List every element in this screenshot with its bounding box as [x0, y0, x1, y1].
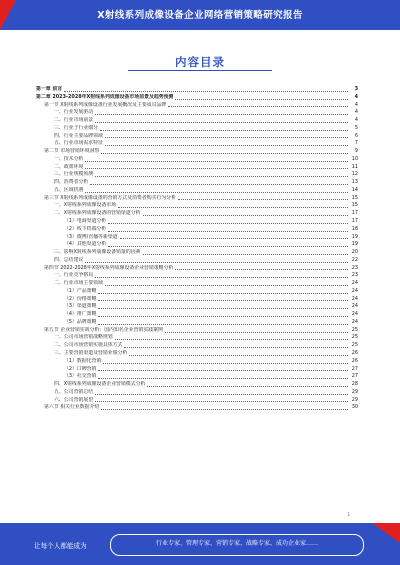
- toc-dot-leader: [103, 363, 348, 364]
- toc-entry[interactable]: [36, 234, 358, 242]
- toc-entry-label: 一、行业竞争格局: [54, 272, 94, 279]
- toc-dot-leader: [85, 262, 348, 263]
- toc-entry[interactable]: [36, 241, 358, 249]
- toc-entry-page: 17: [351, 218, 358, 224]
- toc-entry[interactable]: [36, 187, 358, 195]
- toc-dot-leader: [101, 409, 348, 410]
- toc-heading: 内容目录: [175, 55, 225, 69]
- toc-entry[interactable]: [36, 296, 358, 304]
- toc-entry[interactable]: [36, 86, 358, 94]
- toc-entry-label: 五、行业市场需求特征: [54, 140, 103, 147]
- toc-entry-page: 17: [351, 210, 358, 217]
- toc-dot-leader: [108, 223, 348, 224]
- toc-dot-leader: [147, 386, 348, 387]
- toc-entry[interactable]: [36, 249, 358, 257]
- toc-entry-label: 一、X射线系列成像设备市场: [54, 202, 117, 209]
- toc-dot-leader: [178, 199, 348, 200]
- toc-dot-leader: [105, 285, 348, 286]
- toc-entry[interactable]: [36, 335, 358, 343]
- toc-dot-leader: [115, 339, 348, 340]
- toc-entry-label: 第一节 X射线系列成像设备行业发展概况及主要成员品牌: [44, 101, 167, 108]
- toc-entry-page: 19: [351, 233, 358, 240]
- toc-entry[interactable]: [36, 311, 358, 319]
- toc-dot-leader: [95, 176, 348, 177]
- toc-entry[interactable]: [36, 102, 358, 110]
- toc-entry-label: 五、区域机遇: [54, 186, 84, 193]
- toc-entry[interactable]: [36, 148, 358, 156]
- toc-entry-label: 三、行业子行业细分: [54, 124, 99, 131]
- toc-entry-label: 三、影响X射线系列成像设备销量的因素: [54, 249, 141, 256]
- toc-entry-page: 11: [351, 163, 358, 170]
- toc-entry[interactable]: [36, 389, 358, 397]
- toc-entry[interactable]: [36, 140, 358, 148]
- toc-entry[interactable]: [36, 373, 358, 381]
- toc-entry-page: 10: [351, 155, 358, 162]
- toc-entry[interactable]: [36, 397, 358, 405]
- toc-dot-leader: [105, 137, 348, 138]
- toc-entry-label: 六、公司营销展望: [54, 396, 94, 403]
- toc-dot-leader: [143, 254, 349, 255]
- toc-entry-page: 4: [354, 93, 358, 100]
- toc-entry-page: 3: [354, 85, 358, 92]
- toc-entry[interactable]: [36, 303, 358, 311]
- toc-entry[interactable]: [36, 257, 358, 265]
- toc-entry-page: 12: [351, 171, 358, 178]
- toc-dot-leader: [105, 145, 348, 146]
- toc-entry-page: 4: [354, 117, 358, 124]
- toc-entry-page: 27: [351, 365, 358, 372]
- toc-entry-page: 25: [351, 334, 358, 341]
- toc-dot-leader: [124, 347, 348, 348]
- toc-dot-leader: [101, 153, 348, 154]
- toc-entry-page: 27: [351, 373, 358, 380]
- toc-entry-label: 四、行业主要品牌领域: [54, 132, 103, 139]
- toc-entry-label: （2）线下终端分析: [64, 225, 107, 232]
- toc-entry-label: （2）价格策略: [64, 295, 97, 302]
- toc-dot-leader: [108, 231, 348, 232]
- toc-dot-leader: [98, 300, 348, 301]
- toc-entry[interactable]: [36, 226, 358, 234]
- toc-entry[interactable]: [36, 342, 358, 350]
- toc-entry-page: 28: [351, 381, 358, 388]
- toc-entry-label: 一、公司市场营销战略规划: [54, 334, 113, 341]
- toc-dot-leader: [95, 401, 348, 402]
- toc-entry-label: （3）渠道策略: [64, 303, 97, 310]
- toc-entry-label: 二、X射线系列成像设备的营销渠道分析: [54, 210, 141, 217]
- toc-entry[interactable]: [36, 218, 358, 226]
- toc-entry-page: 24: [351, 303, 358, 310]
- toc-dot-leader: [95, 114, 348, 115]
- toc-entry-label: 第三节 X射线系列成像设备的营销方式及消费者购买行为分析: [44, 194, 177, 201]
- toc-entry-page: 4: [354, 109, 358, 116]
- footer-roles-pill: 行业专家、管理专家、营销专家、战略专家、成功企业家……: [110, 534, 364, 556]
- toc-entry-label: （3）微博/直播等新渠道: [64, 233, 118, 240]
- toc-entry-label: 第二章 2023-2028年X射线系列成像设备市场前景及趋势预测: [36, 93, 174, 100]
- toc-dot-leader: [129, 355, 348, 356]
- toc-entry[interactable]: [36, 327, 358, 335]
- toc-entry[interactable]: [36, 210, 358, 218]
- toc-entry[interactable]: [36, 179, 358, 187]
- toc-entry-label: （2）口碑营销: [64, 365, 97, 372]
- toc-entry-label: （1）产品策略: [64, 287, 97, 294]
- toc-entry-page: 26: [351, 350, 358, 357]
- toc-entry[interactable]: [36, 195, 358, 203]
- toc-dot-leader: [100, 130, 348, 131]
- toc-entry-label: 第五节 企业营销实战分析：国内知名企业营销实践案例: [44, 326, 163, 333]
- toc-entry-label: （4）其他渠道分析: [64, 241, 107, 248]
- toc-dot-leader: [175, 99, 348, 100]
- toc-dot-leader: [98, 370, 348, 371]
- toc-entry-label: （5）品牌策略: [64, 318, 97, 325]
- toc-dot-leader: [98, 378, 348, 379]
- toc-dot-leader: [168, 106, 348, 107]
- toc-entry[interactable]: [36, 133, 358, 141]
- toc-entry-page: 29: [351, 388, 358, 395]
- toc-entry[interactable]: [36, 272, 358, 280]
- toc-entry-page: 30: [351, 404, 358, 411]
- toc-entry-label: 五、公司营销总结: [54, 388, 94, 395]
- toc-dot-leader: [143, 215, 349, 216]
- toc-entry-label: 第六节 相关行业数据介绍: [44, 404, 100, 411]
- toc-dot-leader: [85, 161, 348, 162]
- toc-entry-label: 三、主要营销渠道及营销业绩分析: [54, 350, 128, 357]
- toc-entry-label: （4）推广策略: [64, 311, 97, 318]
- toc-entry[interactable]: [36, 381, 358, 389]
- toc-entry-page: 13: [351, 179, 358, 186]
- toc-dot-leader: [85, 168, 348, 169]
- toc-dot-leader: [98, 316, 348, 317]
- toc-dot-leader: [64, 91, 348, 92]
- toc-dot-leader: [118, 207, 348, 208]
- toc-entry-page: 15: [351, 194, 358, 201]
- footer-red-accent: [372, 523, 400, 543]
- report-title: X射线系列成像设备企业网络营销策略研究报告: [97, 10, 303, 21]
- toc-dot-leader: [98, 308, 348, 309]
- toc-entry-label: 四、X射线系列成像设备企业营销模式分析: [54, 381, 146, 388]
- toc-entry-page: 25: [351, 326, 358, 333]
- toc-dot-leader: [120, 238, 348, 239]
- toc-dot-leader: [98, 324, 348, 325]
- footer-slogan: 让每个人都能成为: [34, 542, 87, 550]
- footer-banner: [0, 523, 400, 565]
- toc-entry[interactable]: [36, 117, 358, 125]
- toc-dot-leader: [108, 246, 348, 247]
- toc-entry-page: 14: [351, 186, 358, 193]
- toc-entry-label: 四、消费者分析: [54, 179, 89, 186]
- toc-dot-leader: [95, 122, 348, 123]
- toc-entry-label: 第四节 2022-2028年X射线系列成像设备企业营销策略分析: [44, 264, 174, 271]
- toc-entry-label: 三、行业规模预测: [54, 171, 94, 178]
- toc-entry-page: 24: [351, 311, 358, 318]
- toc-dot-leader: [98, 293, 348, 294]
- toc-entry-label: （1）电商渠道分析: [64, 218, 107, 224]
- page-number: 1: [347, 512, 350, 517]
- toc-entry[interactable]: [36, 156, 358, 164]
- table-of-contents: [36, 86, 358, 412]
- toc-entry-page: 29: [351, 396, 358, 403]
- toc-dot-leader: [85, 192, 348, 193]
- toc-entry-page: 24: [351, 287, 358, 294]
- toc-dot-leader: [165, 332, 348, 333]
- toc-entry[interactable]: [36, 366, 358, 374]
- toc-entry-page: 5: [354, 124, 358, 131]
- toc-entry-page: 18: [351, 225, 358, 232]
- toc-entry[interactable]: [36, 125, 358, 133]
- toc-dot-leader: [175, 269, 348, 270]
- toc-entry-label: 一、行业发展驱动: [54, 109, 94, 116]
- toc-entry[interactable]: [36, 94, 358, 102]
- toc-entry-page: 22: [351, 256, 358, 263]
- toc-entry[interactable]: [36, 265, 358, 273]
- toc-entry[interactable]: [36, 350, 358, 358]
- toc-entry-label: 二、公司市场营销实施具体方式: [54, 342, 123, 349]
- toc-entry[interactable]: [36, 319, 358, 327]
- toc-entry-page: 19: [351, 241, 358, 248]
- toc-entry[interactable]: [36, 358, 358, 366]
- toc-entry-label: 第二节 市场营销环境洞察: [44, 148, 100, 155]
- toc-entry[interactable]: [36, 404, 358, 412]
- toc-entry-page: 15: [351, 202, 358, 209]
- toc-entry-page: 25: [351, 342, 358, 349]
- toc-entry-label: 一、技术分析: [54, 155, 84, 162]
- toc-entry-page: 24: [351, 280, 358, 287]
- toc-entry[interactable]: [36, 288, 358, 296]
- toc-entry-label: 二、行业市场前景: [54, 117, 94, 124]
- toc-entry-page: 6: [354, 132, 358, 139]
- toc-entry[interactable]: [36, 280, 358, 288]
- toc-entry-label: 二、行业市场主要领域: [54, 280, 103, 287]
- toc-entry[interactable]: [36, 171, 358, 179]
- toc-entry-page: 20: [351, 249, 358, 256]
- toc-entry-page: 24: [351, 318, 358, 325]
- toc-dot-leader: [90, 184, 348, 185]
- toc-entry[interactable]: [36, 164, 358, 172]
- toc-dot-leader: [95, 277, 348, 278]
- header-banner: [0, 0, 400, 30]
- toc-heading-underline: [128, 70, 272, 71]
- toc-entry-page: 23: [351, 264, 358, 271]
- toc-entry-label: 第一章 前言: [36, 85, 63, 92]
- toc-entry-page: 26: [351, 357, 358, 364]
- toc-entry-page: 4: [354, 101, 358, 108]
- toc-entry-page: 24: [351, 295, 358, 302]
- toc-entry[interactable]: [36, 109, 358, 117]
- toc-entry-label: （1）数据化营销: [64, 357, 102, 364]
- toc-entry-page: 9: [354, 148, 358, 155]
- toc-dot-leader: [95, 394, 348, 395]
- toc-entry[interactable]: [36, 202, 358, 210]
- toc-entry-label: （3）社交营销: [64, 373, 97, 380]
- toc-entry-label: 二、政策环境: [54, 163, 84, 170]
- toc-entry-page: 23: [351, 272, 358, 279]
- toc-entry-label: 四、总结建议: [54, 256, 84, 263]
- toc-entry-page: 7: [354, 140, 358, 147]
